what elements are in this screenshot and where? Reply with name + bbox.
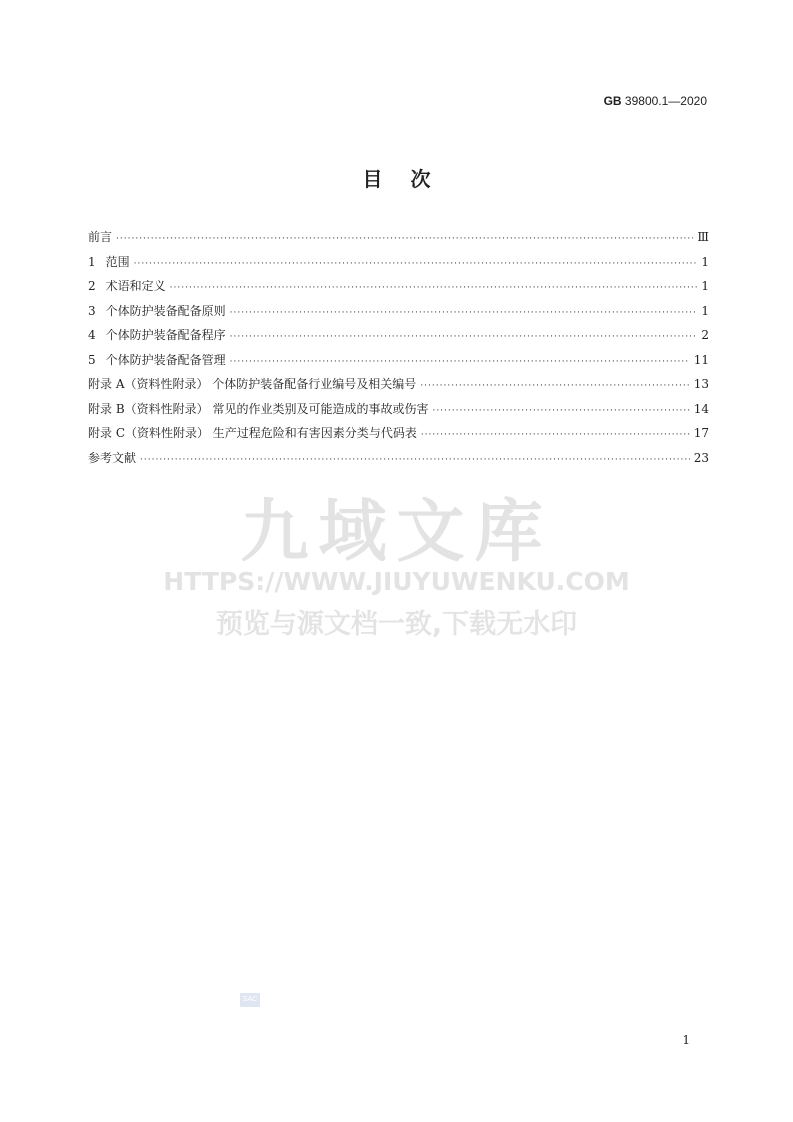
toc-leader-dots (134, 256, 698, 272)
standard-code: 39800.1—2020 (624, 94, 707, 108)
toc-leader-dots (170, 280, 698, 296)
toc-leader-dots (230, 305, 698, 321)
toc-entry[interactable] (88, 327, 709, 352)
watermark-note: 预览与源文档一致,下载无水印 (215, 609, 578, 640)
toc-entry[interactable] (88, 254, 709, 279)
toc-entry[interactable] (88, 352, 709, 377)
toc-entry-page: 23 (693, 450, 709, 465)
toc-leader-dots (420, 378, 689, 394)
toc-entry-page: 1 (701, 303, 709, 318)
toc-entry[interactable] (88, 376, 709, 401)
toc-entry[interactable] (88, 425, 709, 450)
toc-entry-number: 3 (88, 303, 96, 318)
toc-leader-dots (432, 403, 689, 419)
toc-entry-page: 2 (701, 328, 709, 342)
toc-entry-page: 13 (693, 377, 709, 391)
toc-entry-label: 范围 (105, 254, 130, 269)
toc-entry-number: 5 (88, 352, 96, 367)
sac-logo: SAC (240, 993, 260, 1007)
toc-leader-dots (421, 427, 690, 443)
toc-entry-page: 17 (693, 426, 709, 440)
table-of-contents (88, 229, 709, 474)
toc-entry-label: 个体防护装备配备管理 (105, 352, 226, 367)
toc-entry-number: 4 (88, 328, 96, 342)
toc-leader-dots (116, 231, 693, 247)
toc-leader-dots (230, 354, 690, 370)
toc-entry-label: 个体防护装备配备原则 (105, 303, 226, 318)
watermark-url: HTTPS://WWW.JIUYUWENKU.COM (163, 567, 630, 596)
standard-number (604, 94, 707, 108)
toc-entry-label: 附录 B（资料性附录） 常见的作业类别及可能造成的事故或伤害 (88, 401, 429, 416)
watermark-brand: 九域文库 (240, 493, 553, 572)
page-number: 1 (682, 1033, 690, 1047)
toc-entry-page: Ⅲ (697, 230, 709, 244)
page-title: 目次 (362, 167, 459, 191)
toc-entry-label: 附录 A（资料性附录） 个体防护装备配备行业编号及相关编号 (88, 377, 417, 391)
toc-leader-dots (140, 452, 690, 468)
toc-entry[interactable] (88, 401, 709, 426)
toc-entry[interactable] (88, 450, 709, 475)
toc-entry-page: 14 (693, 401, 709, 416)
toc-entry[interactable] (88, 303, 709, 328)
toc-entry-label: 前言 (88, 230, 113, 244)
toc-entry-number: 2 (88, 279, 96, 293)
toc-entry-label: 参考文献 (88, 450, 137, 465)
toc-entry-page: 11 (693, 352, 709, 367)
toc-entry-label: 术语和定义 (105, 279, 166, 293)
toc-entry-page: 1 (701, 279, 709, 293)
toc-entry-label: 附录 C（资料性附录） 生产过程危险和有害因素分类与代码表 (88, 426, 417, 440)
toc-entry[interactable] (88, 278, 709, 303)
toc-entry[interactable] (88, 229, 709, 254)
toc-entry-number: 1 (88, 254, 96, 269)
toc-entry-page: 1 (701, 254, 709, 269)
toc-leader-dots (230, 329, 698, 345)
standard-prefix: GB (603, 94, 622, 108)
toc-entry-label: 个体防护装备配备程序 (105, 328, 226, 342)
